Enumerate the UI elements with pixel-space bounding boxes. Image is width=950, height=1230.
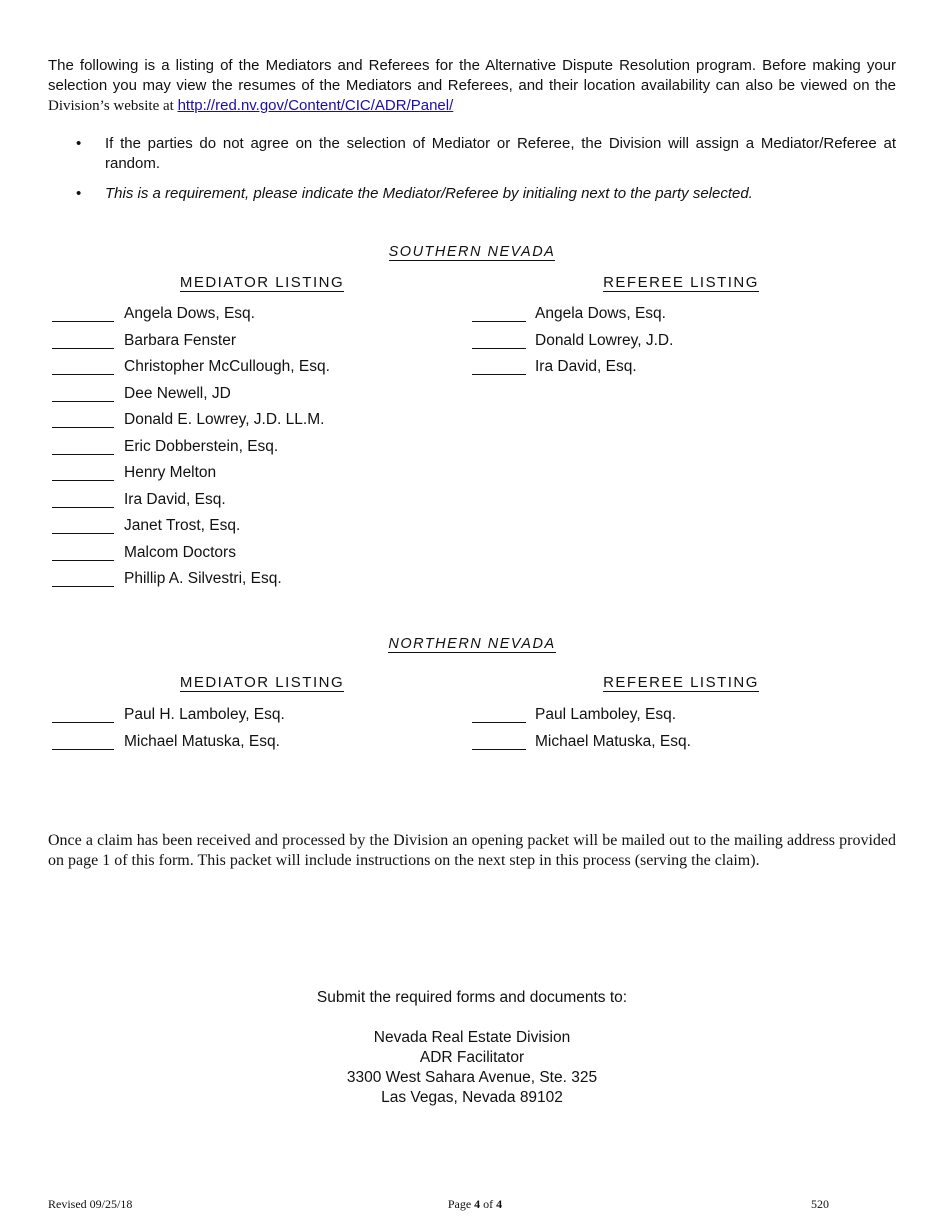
mediator-name: Phillip A. Silvestri, Esq. (124, 570, 282, 587)
initial-blank[interactable] (52, 533, 114, 534)
bullet-random-assignment (48, 134, 896, 174)
initial-blank[interactable] (52, 586, 114, 587)
southern-referee-list (472, 305, 812, 385)
list-item (52, 411, 392, 438)
northern-referee-list (472, 706, 812, 759)
mediator-name: Barbara Fenster (124, 331, 236, 349)
mediator-name: Henry Melton (124, 464, 217, 481)
initial-blank[interactable] (472, 722, 526, 723)
mediator-name: Malcom Doctors (124, 543, 236, 561)
mediator-name: Donald E. Lowrey, J.D. LL.M. (124, 411, 325, 428)
initial-blank[interactable] (472, 321, 526, 322)
list-item (52, 385, 392, 412)
mediator-name: Christopher McCullough, Esq. (124, 358, 330, 375)
referee-name: Michael Matuska, Esq. (535, 732, 691, 750)
referee-name: Ira David, Esq. (535, 358, 637, 375)
list-item (472, 733, 812, 760)
list-item (52, 706, 392, 733)
list-item (52, 464, 392, 491)
mediator-name: Janet Trost, Esq. (124, 517, 241, 534)
closing-paragraph: Once a claim has been received and processed by the Division an opening packet will be mailed out to the mailing address provided on page 1 of this form. This packet will include instructions on the next step in this process (serving the claim). (48, 832, 896, 869)
mediator-name: Ira David, Esq. (124, 490, 226, 508)
address-line: Nevada Real Estate Division (373, 1029, 571, 1046)
initial-blank[interactable] (52, 507, 114, 508)
mediator-name: Eric Dobberstein, Esq. (124, 437, 279, 455)
panel-website-link[interactable]: http://red.nv.gov/Content/CIC/ADR/Panel/ (177, 97, 454, 114)
list-item (52, 733, 392, 760)
page-number: Page 4 of 4 (447, 1197, 503, 1211)
list-item (472, 706, 812, 733)
list-item (52, 332, 392, 359)
list-item (52, 517, 392, 544)
bullet-dot: • (76, 135, 82, 152)
address-line: Las Vegas, Nevada 89102 (381, 1089, 563, 1106)
southern-mediator-list (52, 305, 392, 597)
intro-paragraph (48, 56, 896, 116)
list-item (472, 305, 812, 332)
list-item (52, 438, 392, 465)
initial-blank[interactable] (52, 348, 114, 349)
initial-blank[interactable] (52, 374, 114, 375)
initial-blank[interactable] (52, 480, 114, 481)
northern-nevada-title: NORTHERN NEVADA (388, 636, 556, 652)
instruction-bullets (48, 134, 896, 214)
list-item (52, 305, 392, 332)
initial-blank[interactable] (52, 560, 114, 561)
initial-blank[interactable] (52, 321, 114, 322)
initial-blank[interactable] (472, 348, 526, 349)
address-line: 3300 West Sahara Avenue, Ste. 325 (346, 1069, 598, 1086)
mediator-name: Michael Matuska, Esq. (124, 732, 280, 750)
bullet-requirement (48, 184, 896, 204)
initial-blank[interactable] (52, 749, 114, 750)
bullet-text: If the parties do not agree on the selection of Mediator or Referee, the Division will assign a Mediator/Referee at random. (105, 135, 896, 172)
list-item (472, 332, 812, 359)
bullet-dot: • (76, 185, 82, 202)
initial-blank[interactable] (472, 749, 526, 750)
initial-blank[interactable] (472, 374, 526, 375)
list-item (52, 491, 392, 518)
form-number: 520 (811, 1197, 829, 1211)
southern-mediator-heading: MEDIATOR LISTING (179, 274, 345, 291)
southern-nevada-title: SOUTHERN NEVADA (388, 244, 556, 260)
initial-blank[interactable] (52, 401, 114, 402)
list-item (52, 358, 392, 385)
address-line: ADR Facilitator (419, 1049, 525, 1066)
bullet-text: This is a requirement, please indicate the Mediator/Referee by initialing next to the party selected. (105, 185, 753, 202)
intro-website-label: Division’s website at (48, 98, 178, 114)
submit-heading: Submit the required forms and documents to: (316, 989, 628, 1006)
mediator-name: Paul H. Lamboley, Esq. (124, 706, 285, 723)
referee-name: Angela Dows, Esq. (535, 305, 666, 322)
list-item (472, 358, 812, 385)
revised-date: Revised 09/25/18 (48, 1197, 133, 1211)
initial-blank[interactable] (52, 427, 114, 428)
mediator-name: Dee Newell, JD (124, 384, 231, 402)
initial-blank[interactable] (52, 454, 114, 455)
southern-referee-heading: REFEREE LISTING (603, 274, 759, 291)
intro-text: The following is a listing of the Mediators and Referees for the Alternative Dispute Resolution program. Before making your selection you may view the resumes of the Mediators and Referees, and their location availability can also be viewed on the (48, 57, 896, 94)
northern-mediator-heading: MEDIATOR LISTING (179, 674, 345, 691)
mailing-address (0, 1028, 944, 1108)
list-item (52, 544, 392, 571)
referee-name: Donald Lowrey, J.D. (535, 331, 674, 349)
initial-blank[interactable] (52, 722, 114, 723)
referee-name: Paul Lamboley, Esq. (535, 706, 677, 723)
northern-mediator-list (52, 706, 392, 759)
list-item (52, 570, 392, 597)
mediator-name: Angela Dows, Esq. (124, 305, 255, 322)
northern-referee-heading: REFEREE LISTING (603, 674, 759, 691)
